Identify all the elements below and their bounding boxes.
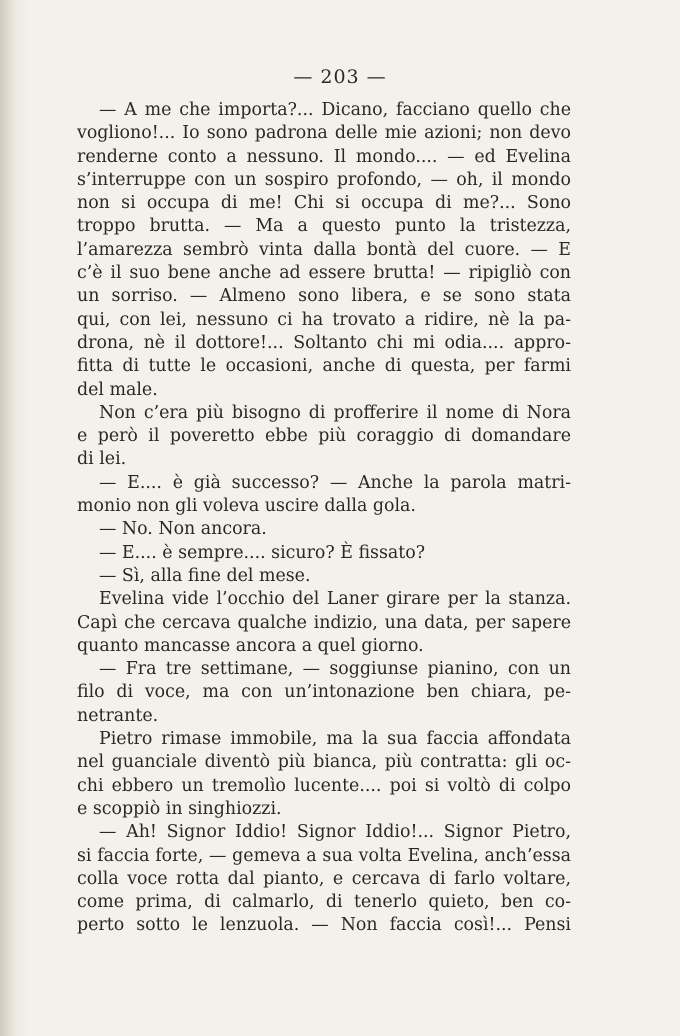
text-line: l’amarezza sembrò vinta dalla bontà del cuore. — E [77, 239, 571, 260]
text-line: si faccia forte, — gemeva a sua volta Evelina, anch’essa [77, 845, 571, 866]
text-line: vogliono!... Io sono padrona delle mie azioni; non devo [77, 123, 571, 144]
text-line: — No. Non ancora. [99, 519, 267, 540]
text-line: un sorriso. — Almeno sono libera, e se sono stata [77, 286, 571, 307]
text-line: di lei. [77, 449, 127, 470]
text-line: e scoppiò in singhiozzi. [77, 798, 282, 819]
text-line: perto sotto le lenzuola. — Non faccia così!... Pensi [77, 915, 571, 936]
text-line: Pietro rimase immobile, ma la sua faccia affondata [99, 729, 571, 750]
text-line: c’è il suo bene anche ad essere brutta! — ripigliò con [77, 263, 571, 284]
binding-edge [0, 0, 16, 1036]
text-line: Non c’era più bisogno di profferire il nome di Nora [99, 402, 571, 423]
text-line: monio non gli voleva uscire dalla gola. [77, 496, 416, 517]
text-line: — Ah! Signor Iddio! Signor Iddio!... Signor Pietro, [99, 822, 571, 843]
text-line: troppo brutta. — Ma a questo punto la tristezza, [77, 216, 571, 237]
text-line: — A me che importa?... Dicano, facciano quello che [99, 100, 571, 120]
text-line: quanto mancasse ancora a quel giorno. [77, 635, 424, 656]
body-text [77, 99, 571, 938]
text-line: renderne conto a nessuno. Il mondo.... — ed Evelina [77, 146, 571, 167]
text-line: del male. [77, 379, 158, 400]
text-line: — E.... è già successo? — Anche la parola matri- [99, 472, 571, 493]
text-line: fitta di tutte le occasioni, anche di questa, per farmi [77, 356, 571, 377]
text-line: drona, nè il dottore!... Soltanto chi mi odia.... appro- [77, 332, 571, 353]
text-line: netrante. [77, 705, 159, 726]
text-line: filo di voce, ma con un’intonazione ben chiara, pe- [77, 682, 571, 703]
text-line: nel guanciale diventò più bianca, più contratta: gli oc- [77, 752, 571, 773]
text-line: — Fra tre settimane, — soggiunse pianino, con un [99, 659, 571, 680]
text-line: colla voce rotta dal pianto, e cercava di farlo voltare, [77, 868, 571, 889]
page-number: — 203 — [293, 66, 387, 88]
text-line: s’interruppe con un sospiro profondo, — oh, il mondo [77, 169, 571, 190]
text-line: Capì che cercava qualche indizio, una data, per sapere [77, 612, 571, 633]
text-line: come prima, di calmarlo, di tenerlo quieto, ben co- [77, 892, 571, 913]
text-line: chi ebbero un tremolìo lucente.... poi si voltò di colpo [77, 775, 571, 796]
text-line: e però il poveretto ebbe più coraggio di domandare [77, 426, 571, 447]
text-line: — E.... è sempre.... sicuro? È fissato? [99, 542, 426, 563]
text-line: qui, con lei, nessuno ci ha trovato a ridire, nè la pa- [77, 309, 571, 330]
text-line: Evelina vide l’occhio del Laner girare per la stanza. [99, 589, 571, 610]
text-line: — Sì, alla fine del mese. [99, 565, 311, 586]
text-line: non si occupa di me! Chi si occupa di me?... Sono [77, 193, 571, 214]
